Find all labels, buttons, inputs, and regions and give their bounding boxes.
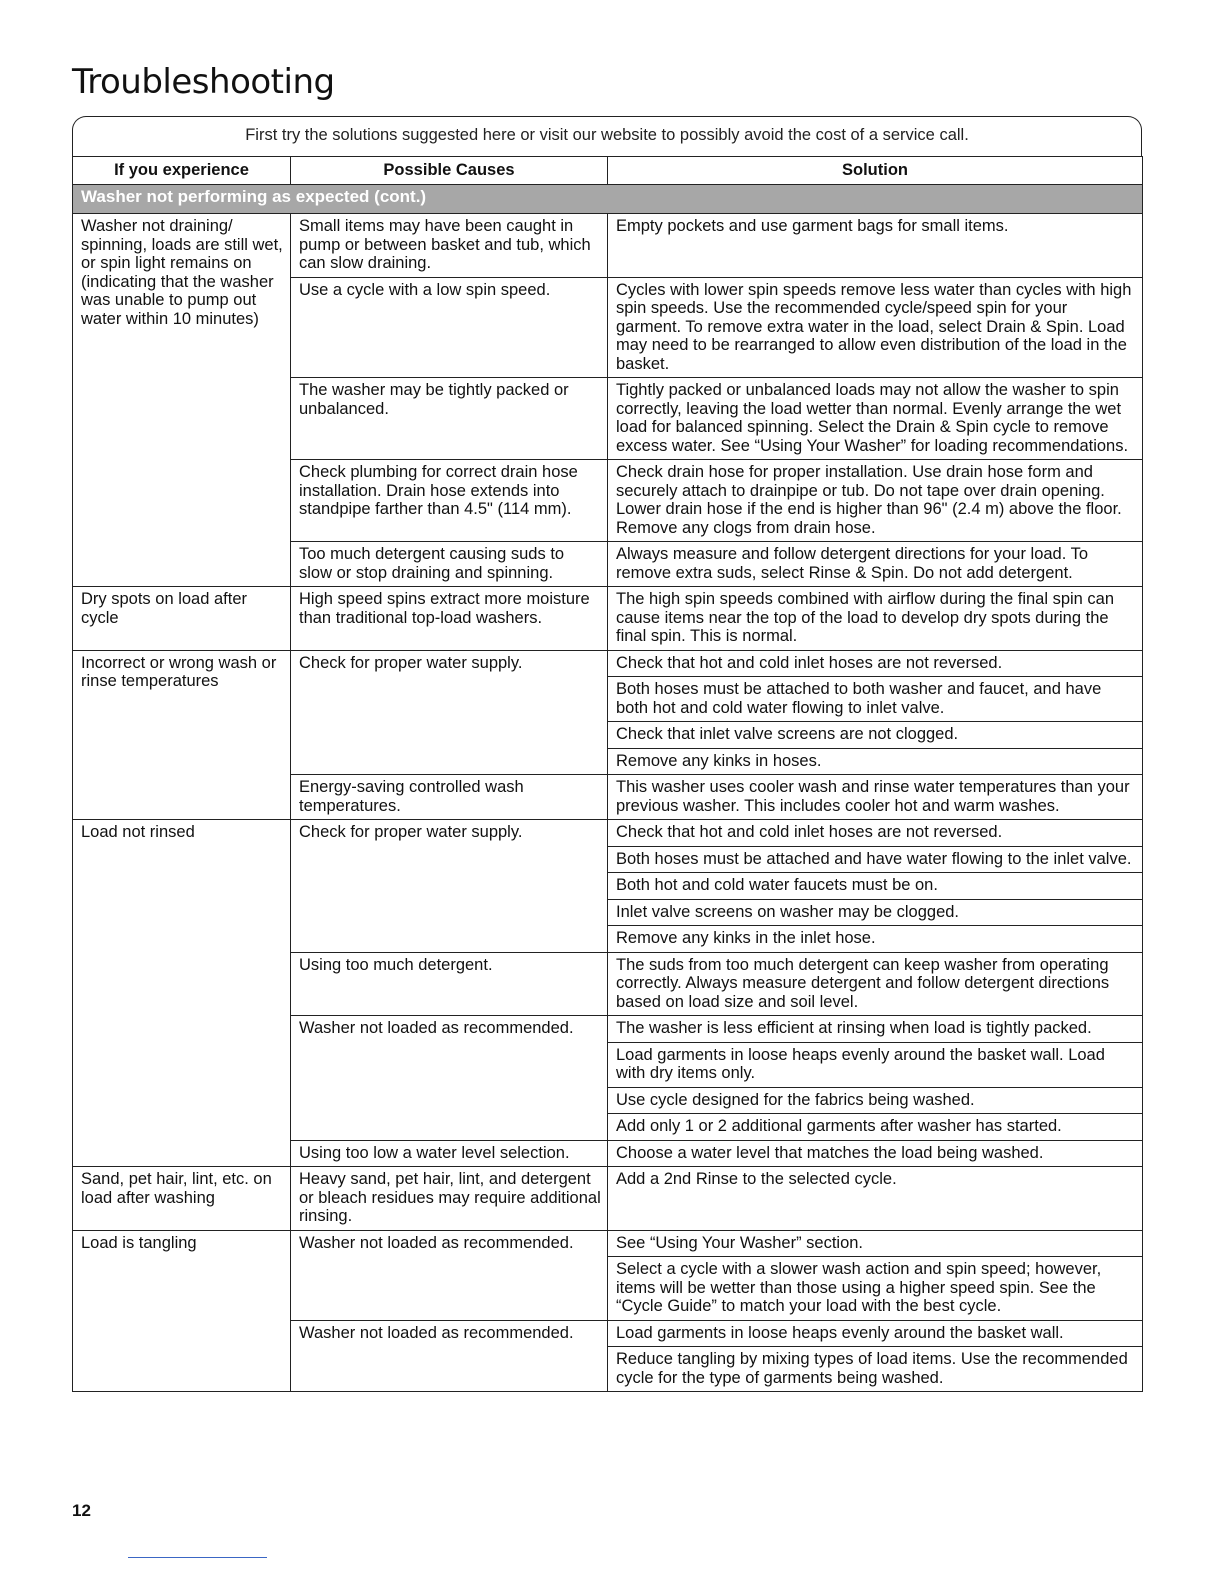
section-header-row bbox=[73, 185, 1143, 214]
cause-cell: Washer not loaded as recommended. bbox=[291, 1230, 608, 1320]
header-solution: Solution bbox=[608, 157, 1143, 185]
intro-text: First try the solutions suggested here or visit our website to possibly avoid the cost of a service call. bbox=[245, 126, 969, 144]
cause-cell: Check plumbing for correct drain hose installation. Drain hose extends into standpipe farther than 4.5" (114 mm). bbox=[291, 460, 608, 542]
table-row bbox=[73, 650, 1143, 677]
solution-cell: Both hot and cold water faucets must be on. bbox=[608, 873, 1143, 900]
solution-cell: The high spin speeds combined with airflow during the final spin can cause items near the top of the load to develop dry spots during the final spin. This is normal. bbox=[608, 587, 1143, 651]
section-title: Washer not performing as expected (cont.) bbox=[73, 185, 1143, 214]
solution-cell: Load garments in loose heaps evenly around the basket wall. bbox=[608, 1320, 1143, 1347]
table-row bbox=[73, 214, 1143, 278]
solution-cell: Check drain hose for proper installation. Use drain hose form and securely attach to drainpipe or tub. Do not tape over drain opening. Lower drain hose if the end is higher than 96" (2.4 m) above the floor. Remove any clogs from drain hose. bbox=[608, 460, 1143, 542]
solution-cell: Inlet valve screens on washer may be clogged. bbox=[608, 899, 1143, 926]
header-causes: Possible Causes bbox=[291, 157, 608, 185]
cause-cell: Washer not loaded as recommended. bbox=[291, 1320, 608, 1392]
cause-cell: Energy-saving controlled wash temperatures. bbox=[291, 775, 608, 820]
solution-cell: See “Using Your Washer” section. bbox=[608, 1230, 1143, 1257]
cause-cell: Check for proper water supply. bbox=[291, 650, 608, 775]
table-row bbox=[73, 820, 1143, 847]
solution-cell: Reduce tangling by mixing types of load items. Use the recommended cycle for the type of garments being washed. bbox=[608, 1347, 1143, 1392]
cause-cell: Small items may have been caught in pump or between basket and tub, which can slow draining. bbox=[291, 214, 608, 278]
solution-cell: The suds from too much detergent can keep washer from operating correctly. Always measure detergent and follow detergent directions based on load size and soil level. bbox=[608, 952, 1143, 1016]
page-title: Troubleshooting bbox=[72, 62, 335, 102]
solution-cell: Add a 2nd Rinse to the selected cycle. bbox=[608, 1167, 1143, 1231]
table-header-row bbox=[73, 157, 1143, 185]
solution-cell: Empty pockets and use garment bags for small items. bbox=[608, 214, 1143, 278]
solution-cell: Cycles with lower spin speeds remove less water than cycles with high spin speeds. Use the recommended cycle/speed spin for your garment. To remove extra water in the load, select Drain & Spin. Load may need to be rearranged to allow even distribution of the load in the basket. bbox=[608, 277, 1143, 378]
solution-cell: The washer is less efficient at rinsing when load is tightly packed. bbox=[608, 1016, 1143, 1043]
cause-cell: Using too much detergent. bbox=[291, 952, 608, 1016]
solution-cell: Both hoses must be attached and have water flowing to the inlet valve. bbox=[608, 846, 1143, 873]
cause-cell: Washer not loaded as recommended. bbox=[291, 1016, 608, 1141]
cause-cell: Using too low a water level selection. bbox=[291, 1140, 608, 1167]
cause-cell: The washer may be tightly packed or unbalanced. bbox=[291, 378, 608, 460]
problem-label: Sand, pet hair, lint, etc. on load after washing bbox=[73, 1167, 291, 1231]
table-row bbox=[73, 1230, 1143, 1257]
cause-cell: Too much detergent causing suds to slow or stop draining and spinning. bbox=[291, 542, 608, 587]
solution-cell: Choose a water level that matches the load being washed. bbox=[608, 1140, 1143, 1167]
header-experience: If you experience bbox=[73, 157, 291, 185]
cause-cell: Heavy sand, pet hair, lint, and detergent or bleach residues may require additional rinsing. bbox=[291, 1167, 608, 1231]
problem-label: Load is tangling bbox=[73, 1230, 291, 1392]
solution-cell: Add only 1 or 2 additional garments after washer has started. bbox=[608, 1114, 1143, 1141]
solution-cell: Remove any kinks in the inlet hose. bbox=[608, 926, 1143, 953]
table-row bbox=[73, 1167, 1143, 1231]
table-row bbox=[73, 587, 1143, 651]
problem-label: Dry spots on load after cycle bbox=[73, 587, 291, 651]
troubleshooting-table bbox=[72, 156, 1143, 1392]
problem-label: Load not rinsed bbox=[73, 820, 291, 1167]
cause-cell: High speed spins extract more moisture than traditional top-load washers. bbox=[291, 587, 608, 651]
problem-label: Incorrect or wrong wash or rinse temperatures bbox=[73, 650, 291, 820]
solution-cell: Check that hot and cold inlet hoses are not reversed. bbox=[608, 820, 1143, 847]
problem-label: Washer not draining/ spinning, loads are still wet, or spin light remains on (indicating that the washer was unable to pump out water within 10 minutes) bbox=[73, 214, 291, 587]
solution-cell: Always measure and follow detergent directions for your load. To remove extra suds, select Rinse & Spin. Do not add detergent. bbox=[608, 542, 1143, 587]
solution-cell: Use cycle designed for the fabrics being washed. bbox=[608, 1087, 1143, 1114]
cause-cell: Check for proper water supply. bbox=[291, 820, 608, 953]
cause-cell: Use a cycle with a low spin speed. bbox=[291, 277, 608, 378]
solution-cell: Remove any kinks in hoses. bbox=[608, 748, 1143, 775]
solution-cell: Tightly packed or unbalanced loads may not allow the washer to spin correctly, leaving the load wetter than normal. Evenly arrange the wet load for balanced spinning. Select the Drain & Spin cycle to remove excess water. See “Using Your Washer” for loading recommendations. bbox=[608, 378, 1143, 460]
solution-cell: Check that hot and cold inlet hoses are not reversed. bbox=[608, 650, 1143, 677]
footer-rule bbox=[128, 1557, 267, 1558]
solution-cell: Both hoses must be attached to both washer and faucet, and have both hot and cold water flowing to inlet valve. bbox=[608, 677, 1143, 722]
solution-cell: Select a cycle with a slower wash action and spin speed; however, items will be wetter than those using a higher speed spin. See the “Cycle Guide” to match your load with the best cycle. bbox=[608, 1257, 1143, 1321]
page-number: 12 bbox=[72, 1501, 91, 1520]
solution-cell: This washer uses cooler wash and rinse water temperatures than your previous washer. This includes cooler hot and warm washes. bbox=[608, 775, 1143, 820]
solution-cell: Check that inlet valve screens are not clogged. bbox=[608, 722, 1143, 749]
solution-cell: Load garments in loose heaps evenly around the basket wall. Load with dry items only. bbox=[608, 1042, 1143, 1087]
